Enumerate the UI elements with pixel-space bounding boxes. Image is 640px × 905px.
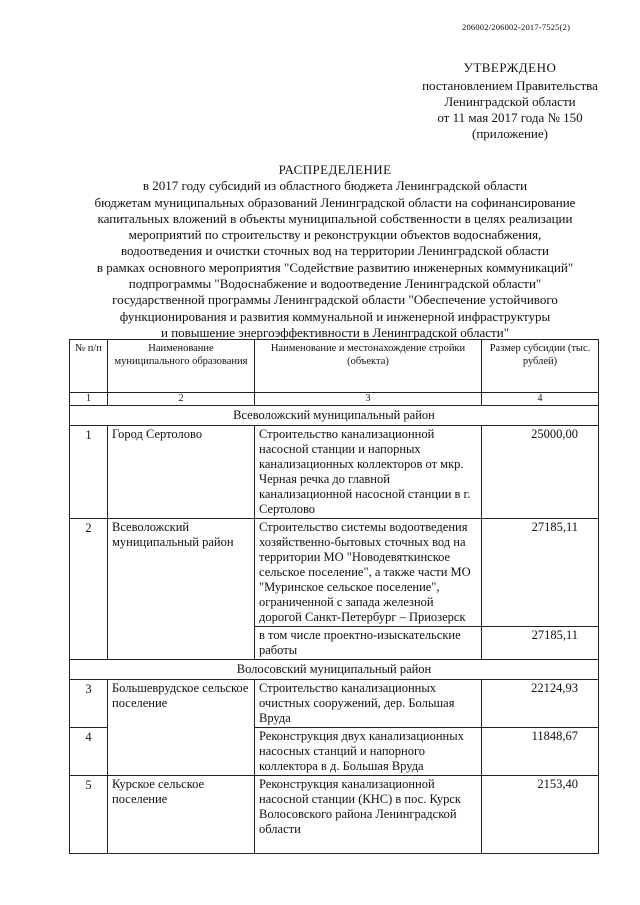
column-number: 3 (255, 393, 482, 406)
approval-date: от 11 мая 2017 года № 150 (437, 110, 583, 125)
header-municipality: Наименование муниципального образования (108, 340, 255, 393)
row-amount: 11848,67 (482, 728, 599, 776)
table-row (70, 519, 599, 627)
approval-line: постановлением Правительства (422, 78, 598, 93)
row-object: Строительство системы водоотведения хозяйственно-бытовых сточных вод на территории МО "Новодевяткинское сельское поселение", а также части МО "Муринское сельское поселение", ограниченной с запада железной дорогой Санкт-Петербург – Приозерск (255, 519, 482, 627)
approval-title: УТВЕРЖДЕНО (463, 60, 557, 75)
heading-line: в рамках основного мероприятия "Содействие развитию инженерных коммуникаций" (96, 259, 574, 275)
column-number: 1 (70, 393, 108, 406)
row-municipality: Большеврудское сельское поселение (108, 680, 255, 776)
heading-line: бюджетам муниципальных образований Ленинградской области на софинансирование (94, 194, 576, 210)
row-municipality: Курское сельское поселение (108, 776, 255, 854)
row-object: Строительство канализационной насосной станции и напорных канализационных коллекторов от мкр. Черная речка до главной канализационной насосной станции в г. Сертолово (255, 426, 482, 519)
heading-line: в 2017 году субсидий из областного бюджета Ленинградской области (142, 178, 528, 194)
region-name: Волосовский муниципальный район (70, 660, 599, 680)
row-object: в том числе проектно-изыскательские работы (255, 627, 482, 660)
document-title: РАСПРЕДЕЛЕНИЕ (278, 162, 392, 177)
heading-line: мероприятий по строительству и реконструкции объектов водоснабжения, (128, 227, 542, 243)
row-municipality: Всеволожский муниципальный район (108, 519, 255, 660)
row-amount: 27185,11 (482, 627, 599, 660)
heading-line: подпрограммы "Водоснабжение и водоотведение Ленинградской области" (128, 276, 542, 292)
row-number: 1 (70, 426, 108, 519)
approval-block (400, 60, 620, 142)
row-number: 3 (70, 680, 108, 728)
row-object: Строительство канализационных очистных сооружений, дер. Большая Вруда (255, 680, 482, 728)
row-municipality: Город Сертолово (108, 426, 255, 519)
row-amount: 22124,93 (482, 680, 599, 728)
header-number: № п/п (70, 340, 108, 393)
document-heading (40, 162, 630, 341)
subsidy-table (69, 339, 599, 854)
row-amount: 27185,11 (482, 519, 599, 627)
heading-line: государственной программы Ленинградской области "Обеспечение устойчивого (112, 292, 558, 308)
column-number: 2 (108, 393, 255, 406)
approval-line: Ленинградской области (444, 94, 576, 109)
header-object: Наименование и местонахождение стройки (объекта) (255, 340, 482, 393)
header-amount: Размер субсидии (тыс. рублей) (482, 340, 599, 393)
row-object: Реконструкция двух канализационных насосных станций и напорного коллектора в д. Большая Вруда (255, 728, 482, 776)
column-number: 4 (482, 393, 599, 406)
column-number-row (70, 393, 599, 406)
heading-line: функционирования и развития коммунальной и инженерной инфраструктуры (119, 308, 551, 324)
row-amount: 2153,40 (482, 776, 599, 854)
approval-appendix: (приложение) (471, 126, 548, 141)
region-name: Всеволожский муниципальный район (70, 406, 599, 426)
row-amount: 25000,00 (482, 426, 599, 519)
table-row (70, 426, 599, 519)
heading-line: водоотведения и очистки сточных вод на территории Ленинградской области (120, 243, 550, 259)
document-number: 206002/206002-2017-7525(2) (462, 22, 571, 32)
region-row (70, 660, 599, 680)
table-row (70, 776, 599, 854)
heading-line: капитальных вложений в объекты муниципальной собственности в целях реализации (97, 210, 573, 226)
row-object: Реконструкция канализационной насосной станции (КНС) в пос. Курск Волосовского района Ленинградской области (255, 776, 482, 854)
row-number: 2 (70, 519, 108, 660)
table-header-row (70, 340, 599, 393)
row-number: 4 (70, 728, 108, 776)
table-row (70, 680, 599, 728)
row-number: 5 (70, 776, 108, 854)
region-row (70, 406, 599, 426)
heading-line: и повышение энергоэффективности в Ленинградской области" (161, 324, 509, 340)
